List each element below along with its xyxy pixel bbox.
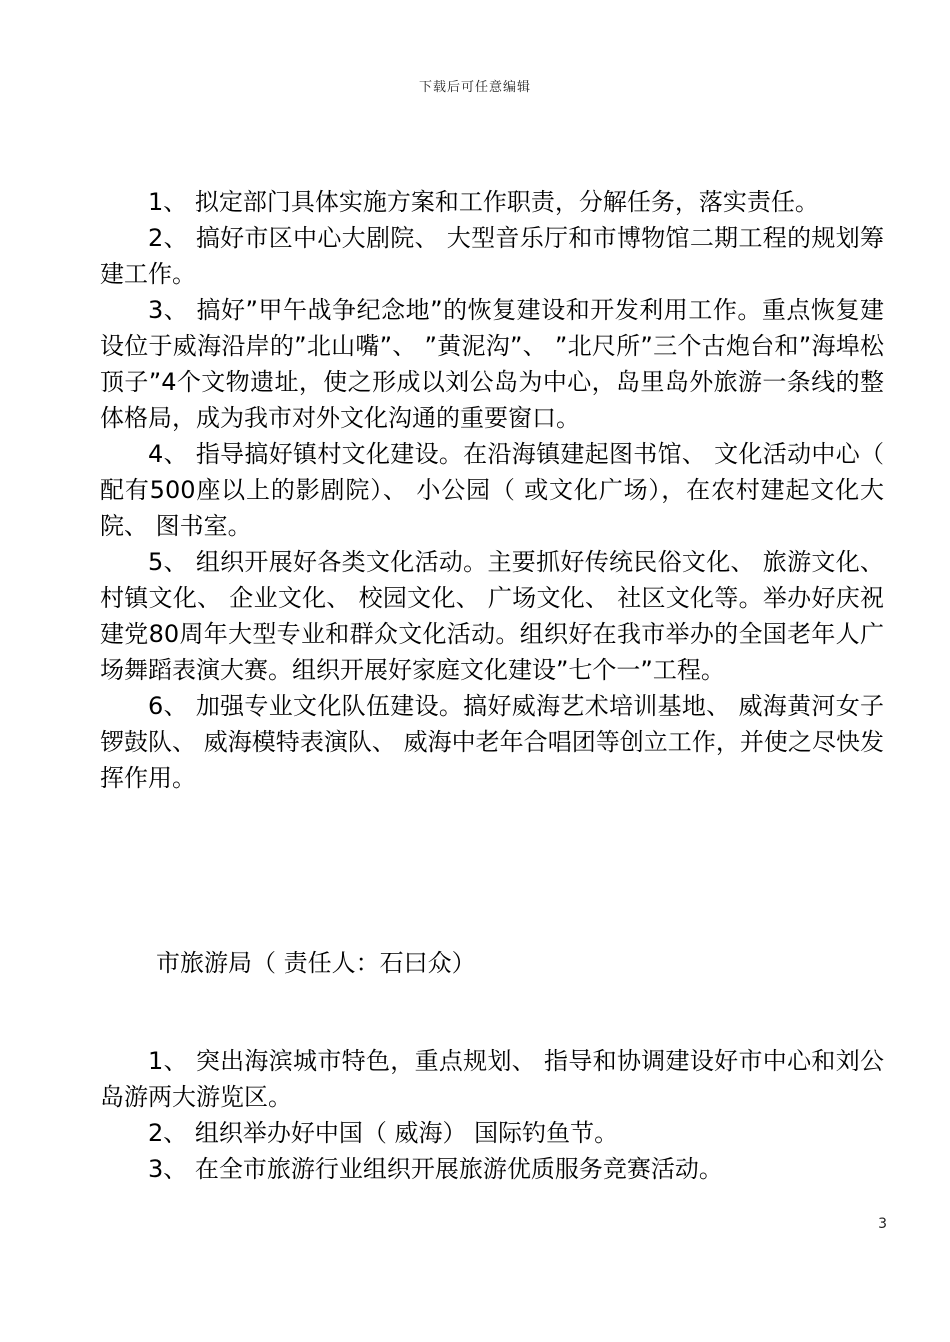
tourism-section	[100, 1043, 884, 1187]
paragraph-6: 6、 加强专业文化队伍建设。搞好威海艺术培训基地、 威海黄河女子锣鼓队、 威海模特表演队、 威海中老年合唱团等创立工作，并使之尽快发挥作用。	[100, 692, 884, 792]
page-number: 3	[878, 1216, 887, 1232]
paragraph-5: 5、 组织开展好各类文化活动。主要抓好传统民俗文化、 旅游文化、 村镇文化、 企业文化、 校园文化、 广场文化、 社区文化等。举办好庆祝建党80周年大型专业和群众文化活动。组织好在我市举办的全国老年人广场舞蹈表演大赛。组织开展好家庭文化建设”七个一”工程。	[100, 548, 884, 684]
paragraph-2: 2、 搞好市区中心大剧院、 大型音乐厅和市博物馆二期工程的规划筹建工作。	[100, 224, 884, 288]
paragraph-1: 1、 拟定部门具体实施方案和工作职责，分解任务，落实责任。	[148, 188, 819, 216]
paragraph-3: 3、 搞好”甲午战争纪念地”的恢复建设和开发利用工作。重点恢复建设位于威海沿岸的”北山嘴”、 ”黄泥沟”、 ”北尺所”三个古炮台和”海埠松顶子”4个文物遗址，使之形成以刘公岛为中心，岛里岛外旅游一条线的整体格局，成为我市对外文化沟通的重要窗口。	[100, 296, 884, 432]
tourism-paragraph-3: 3、 在全市旅游行业组织开展旅游优质服务竞赛活动。	[148, 1155, 723, 1183]
section-heading-tourism: 市旅游局（ 责任人：石曰众）	[156, 949, 476, 977]
paragraph-4: 4、 指导搞好镇村文化建设。在沿海镇建起图书馆、 文化活动中心（ 配有500座以上的影剧院）、 小公园（ 或文化广场），在农村建起文化大院、 图书室。	[100, 440, 884, 540]
culture-section	[100, 184, 884, 796]
tourism-paragraph-2: 2、 组织举办好中国（ 威海） 国际钓鱼节。	[148, 1119, 619, 1147]
page-header: 下载后可任意编辑	[418, 80, 531, 95]
tourism-paragraph-1: 1、 突出海滨城市特色，重点规划、 指导和协调建设好市中心和刘公岛游两大游览区。	[100, 1047, 884, 1111]
